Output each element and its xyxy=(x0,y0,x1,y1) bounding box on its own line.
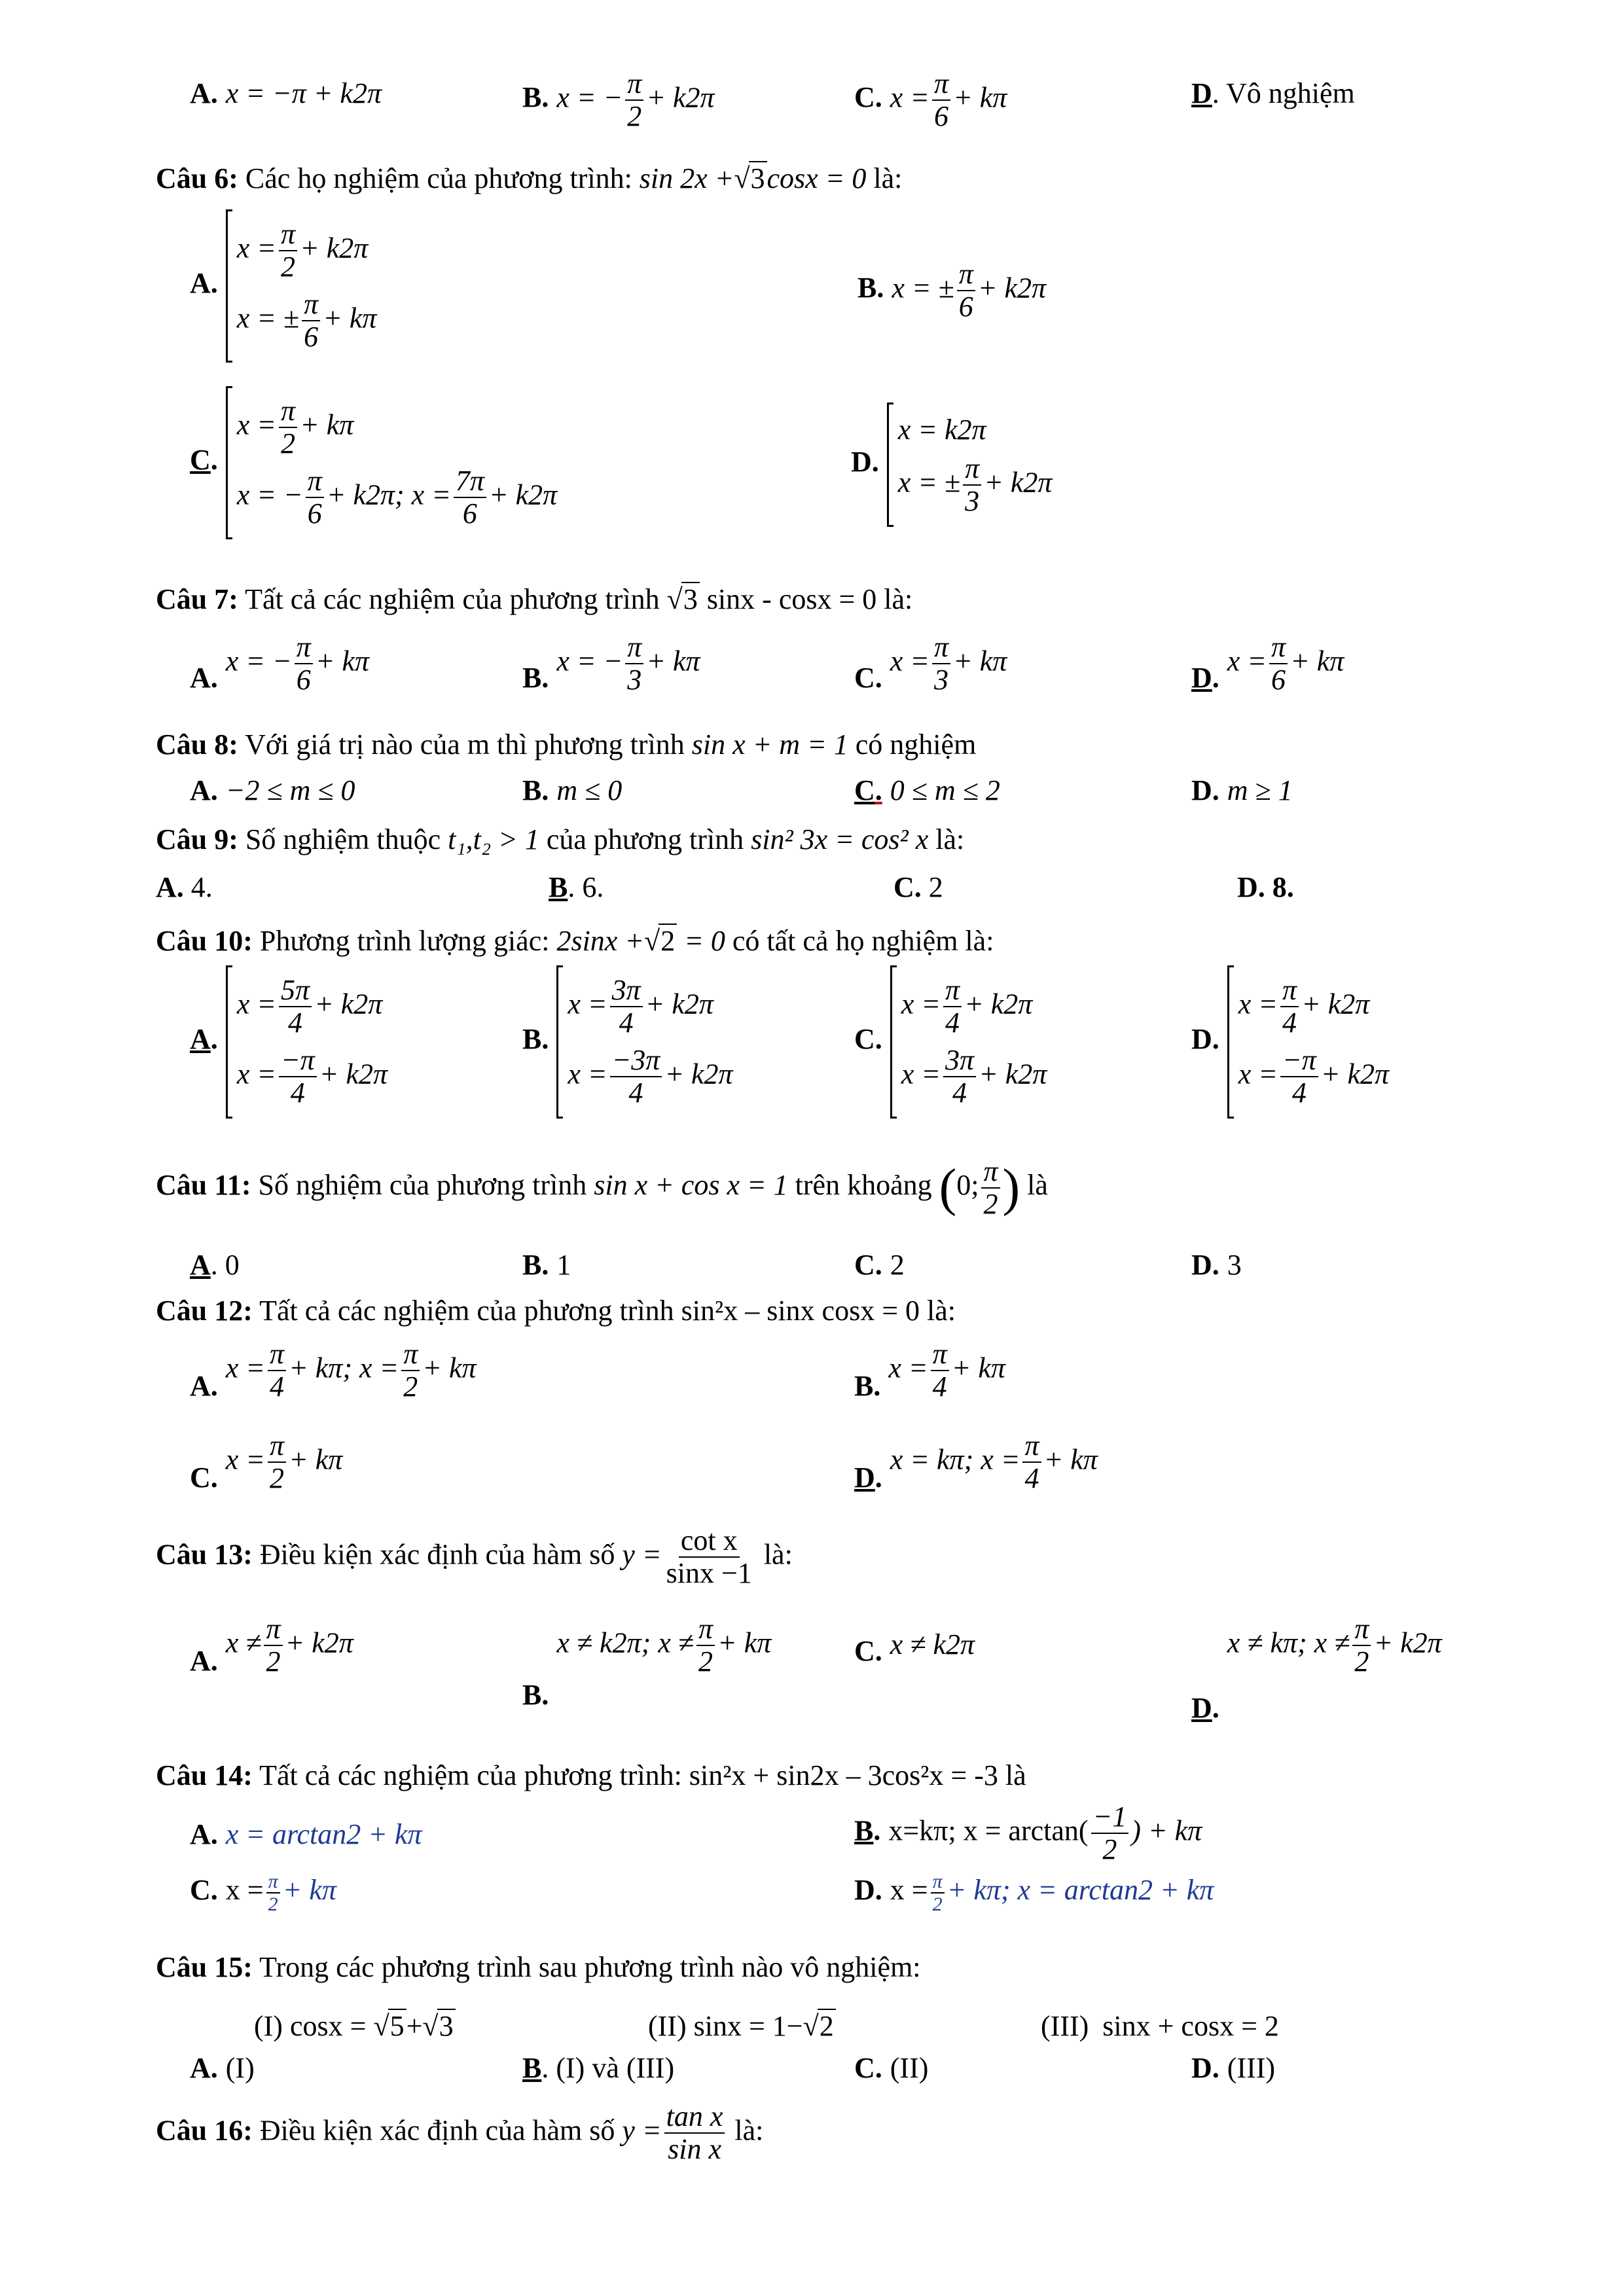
q15-text: Trong các phương trình sau phương trình nào vô nghiệm: xyxy=(259,1951,921,1983)
q5-b-pre: x = − xyxy=(556,81,623,114)
q5-d xyxy=(1191,75,1355,111)
right-paren-icon: ) xyxy=(1002,1159,1020,1217)
q8-tail: có nghiệm xyxy=(855,728,977,761)
q15-d: D. (III) xyxy=(1191,2052,1276,2084)
q9-number: Câu 9: xyxy=(156,823,238,855)
q7-text: Tất cả các nghiệm của phương trình xyxy=(245,583,660,615)
q10-d: D. x = $\frac{\pi}{4}$ + k2π x = $\frac{-\pi}{4}$ + k2π xyxy=(1191,965,1389,1119)
q11-int-frac: $\frac{\pi}{2}$ xyxy=(981,1156,1000,1221)
q5-b-post: + k2π xyxy=(646,81,715,114)
q8-heading xyxy=(156,726,976,762)
q6-number: Câu 6: xyxy=(156,162,238,194)
q14-a: A. x = arctan2 + kπ xyxy=(190,1818,422,1850)
q15-c: C. (II) xyxy=(854,2052,929,2084)
q8-eq: sin x + m = 1 xyxy=(691,728,848,761)
q13-y: y = xyxy=(622,1538,662,1571)
q8-c: C. 0 ≤ m ≤ 2 xyxy=(854,774,1000,806)
q14-number: Câu 14: xyxy=(156,1759,253,1791)
q16-y: y = xyxy=(622,2114,662,2147)
q6-a-label: A. xyxy=(190,266,218,299)
q12-heading xyxy=(156,1293,956,1329)
q6-d-system: x = k2π x = ± $\frac{\pi}{3}$ + k2π xyxy=(887,403,1053,527)
sqrt-icon: √ xyxy=(373,2010,389,2042)
q6-d xyxy=(851,403,1052,527)
q11-heading xyxy=(156,1155,1048,1221)
q15-eq-i: (I) cosx = √5+√3 xyxy=(254,2008,456,2044)
q13-a: A.x ≠ $\frac{\pi}{2}$ + k2π xyxy=(190,1613,353,1678)
q13-number: Câu 13: xyxy=(156,1538,253,1571)
q6-text: Các họ nghiệm của phương trình: xyxy=(245,162,632,194)
q6-c-label: C xyxy=(190,443,211,476)
q7-heading xyxy=(156,581,912,617)
q7-c-label: C. xyxy=(854,662,882,694)
q7-b-label: B. xyxy=(522,662,549,694)
q15-heading xyxy=(156,1949,921,1985)
q7-d-label: D xyxy=(1191,662,1212,694)
q16-frac: $\frac{\text{tan x}}{\text{sin x}}$ xyxy=(664,2101,725,2166)
q11-a: A. 0 xyxy=(190,1249,240,1281)
q10-tail: có tất cả họ nghiệm là: xyxy=(732,925,994,957)
q6-c: C. x = $\frac{\pi}{2}$ + kπ x = − $\frac{\pi}{6}$ + k2π; x = $\frac{7\pi}{6}$ + k2π xyxy=(190,386,557,539)
q6-eq-pre: sin 2x + xyxy=(639,162,734,194)
q7-root: 3 xyxy=(681,582,700,615)
q10-eq-pre: 2sinx + xyxy=(556,925,645,957)
q16-heading xyxy=(156,2101,763,2166)
q6-a-system: x = $\frac{\pi}{2}$ + k2π x = ± $\frac{\pi}{6}$ + kπ xyxy=(226,209,377,363)
q6-b-label: B. xyxy=(857,272,884,304)
q16-tail: là: xyxy=(734,2114,764,2147)
q5-b-label: B. xyxy=(522,81,549,114)
q10-a-system: x = $\frac{5\pi}{4}$ + k2π x = $\frac{-\pi}{4}$ + k2π xyxy=(226,965,388,1119)
q12-number: Câu 12: xyxy=(156,1295,253,1327)
q6-tail: là: xyxy=(873,162,903,194)
q13-b: B.x ≠ k2π; x ≠ $\frac{\pi}{2}$ + kπ xyxy=(522,1613,772,1712)
q13-c: C. x ≠ k2π xyxy=(854,1628,975,1667)
q13-tail: là: xyxy=(763,1538,793,1571)
q11-int-pre: 0; xyxy=(956,1169,979,1202)
q15-eq-iii: (III) sinx + cosx = 2 xyxy=(1041,2010,1279,2042)
q11-mid: trên khoảng xyxy=(795,1169,932,1202)
q11-b: B. 1 xyxy=(522,1249,571,1281)
q10-eq-root: 2 xyxy=(659,924,677,957)
q6-b-frac: $\frac{\pi}{6}$ xyxy=(957,259,975,323)
q10-c: C. x = $\frac{\pi}{4}$ + k2π x = $\frac{3\pi}{4}$ + k2π xyxy=(854,965,1047,1119)
q9-text: Số nghiệm thuộc xyxy=(245,823,441,855)
q13-frac: $\frac{\text{cot x}}{\sin x -1}$ xyxy=(666,1524,752,1590)
q11-c: C. 2 xyxy=(854,1249,905,1281)
q5-options xyxy=(190,75,382,111)
q5-b-frac: $\frac{\pi}{2}$ xyxy=(625,68,643,133)
q9-a: A. 4. xyxy=(156,871,213,903)
q13-heading xyxy=(156,1525,793,1590)
q12-eq: sin²x – sinx cosx = 0 xyxy=(681,1295,920,1327)
q9-heading xyxy=(156,821,964,857)
q12-b: B.x = $\frac{\pi}{4}$ + kπ xyxy=(854,1338,1005,1403)
q6-d-label: D. xyxy=(851,445,879,478)
sqrt-icon: √ xyxy=(803,2010,819,2042)
q7-tail: là: xyxy=(884,583,913,615)
sqrt-icon: √ xyxy=(644,925,660,957)
q12-c: C.x = $\frac{\pi}{2}$ + kπ xyxy=(190,1429,343,1495)
q6-c-system: x = $\frac{\pi}{2}$ + kπ x = − $\frac{\pi}{6}$ + k2π; x = $\frac{7\pi}{6}$ + k2π xyxy=(226,386,557,539)
q10-number: Câu 10: xyxy=(156,925,253,957)
q5-a-label: A. xyxy=(190,77,218,109)
q10-b: B. x = $\frac{3\pi}{4}$ + k2π x = $\frac{-3\pi}{4}$ + k2π xyxy=(522,965,733,1119)
q8-text: Với giá trị nào của m thì phương trình xyxy=(245,728,685,761)
q8-d: D. m ≥ 1 xyxy=(1191,774,1293,806)
q5-c-label: C. xyxy=(854,81,882,114)
q12-d: D.x = kπ; x = $\frac{\pi}{4}$ + kπ xyxy=(854,1429,1098,1495)
sqrt-icon: √ xyxy=(666,583,683,615)
q8-b: B. m ≤ 0 xyxy=(522,774,623,806)
sqrt-icon: √ xyxy=(422,2010,439,2042)
q7-number: Câu 7: xyxy=(156,583,238,615)
q15-number: Câu 15: xyxy=(156,1951,253,1983)
q10-heading xyxy=(156,923,994,959)
q9-c: C. 2 xyxy=(893,871,943,903)
q5-c-post: + kπ xyxy=(953,81,1007,114)
q5-b xyxy=(522,68,715,133)
q5-d-label: D xyxy=(1191,77,1212,109)
q7-eq: sinx - cosx = 0 xyxy=(706,583,877,615)
q7-a-label: A. xyxy=(190,662,218,694)
q15-a: A. (I) xyxy=(190,2052,255,2084)
q7-a: A.x = − $\frac{\pi}{6}$ + kπ xyxy=(190,631,370,696)
q10-a: A. x = $\frac{5\pi}{4}$ + k2π x = $\frac{-\pi}{4}$ + k2π xyxy=(190,965,388,1119)
q14-c: C. x = $\frac{\pi}{2}$ + kπ xyxy=(190,1871,336,1915)
q7-b: B.x = − $\frac{\pi}{3}$ + kπ xyxy=(522,631,700,696)
q6-eq-post: cosx = 0 xyxy=(767,162,867,194)
q16-number: Câu 16: xyxy=(156,2114,253,2147)
q12-tail: là: xyxy=(927,1295,956,1327)
q12-text: Tất cả các nghiệm của phương trình xyxy=(259,1295,674,1327)
q15-b: B. (I) và (III) xyxy=(522,2052,675,2084)
q15-eq-ii: (II) sinx = 1−√2 xyxy=(648,2008,836,2044)
sqrt-icon: √ xyxy=(734,162,750,194)
q11-tail: là xyxy=(1027,1169,1048,1202)
q9-eq: sin² 3x = cos² x xyxy=(751,823,929,855)
q14-b: B. x=kπ; x = arctan( $\frac{-1}{2}$ ) + kπ xyxy=(854,1801,1202,1866)
q11-eq: sin x + cos x = 1 xyxy=(594,1169,788,1202)
q6-heading xyxy=(156,160,902,196)
q11-d: D. 3 xyxy=(1191,1249,1242,1281)
q10-d-system: x = $\frac{\pi}{4}$ + k2π x = $\frac{-\pi}{4}$ + k2π xyxy=(1227,965,1389,1119)
q5-d-text: . Vô nghiệm xyxy=(1212,77,1355,109)
q11-number: Câu 11: xyxy=(156,1169,251,1202)
q13-d: D.x ≠ kπ; x ≠ $\frac{\pi}{2}$ + k2π xyxy=(1191,1613,1442,1725)
q14-text: Tất cả các nghiệm của phương trình: sin²x + sin2x – 3cos²x = -3 là xyxy=(259,1759,1026,1791)
q5-c xyxy=(854,68,1007,133)
q7-d: D.x = $\frac{\pi}{6}$ + kπ xyxy=(1191,631,1344,696)
q9-range: t₁,t₂ > 1 xyxy=(448,823,539,855)
q6-a xyxy=(190,209,376,363)
q8-number: Câu 8: xyxy=(156,728,238,761)
q9-tail: là: xyxy=(935,823,965,855)
q5-c-frac: $\frac{\pi}{6}$ xyxy=(932,68,950,133)
q10-b-system: x = $\frac{3\pi}{4}$ + k2π x = $\frac{-3\pi}{4}$ + k2π xyxy=(556,965,732,1119)
q10-eq-post: = 0 xyxy=(684,925,725,957)
q7-c: C.x = $\frac{\pi}{3}$ + kπ xyxy=(854,631,1007,696)
q10-c-system: x = $\frac{\pi}{4}$ + k2π x = $\frac{3\pi}{4}$ + k2π xyxy=(890,965,1047,1119)
q9-mid: của phương trình xyxy=(546,823,744,855)
q5-c-pre: x = xyxy=(890,81,930,114)
q16-text: Điều kiện xác định của hàm số xyxy=(259,2114,615,2147)
q12-a: A.x = $\frac{\pi}{4}$ + kπ; x = $\frac{\pi}{2}$ + kπ xyxy=(190,1338,477,1403)
q14-heading xyxy=(156,1757,1026,1793)
left-paren-icon: ( xyxy=(939,1159,957,1217)
q14-d: D. x = $\frac{\pi}{2}$ + kπ; x = arctan2 + kπ xyxy=(854,1871,1214,1915)
q9-b: B. 6. xyxy=(549,871,604,903)
q13-text: Điều kiện xác định của hàm số xyxy=(259,1538,615,1571)
q9-d: D. 8. xyxy=(1237,871,1294,903)
q6-b: B. x = ± $\frac{\pi}{6}$ + k2π xyxy=(857,258,1047,323)
q11-text: Số nghiệm của phương trình xyxy=(258,1169,587,1202)
q8-a: A. −2 ≤ m ≤ 0 xyxy=(190,774,355,806)
q6-eq-root: 3 xyxy=(749,161,767,194)
q5-a-text: x = −π + k2π xyxy=(225,77,382,109)
q10-text: Phương trình lượng giác: xyxy=(259,925,550,957)
